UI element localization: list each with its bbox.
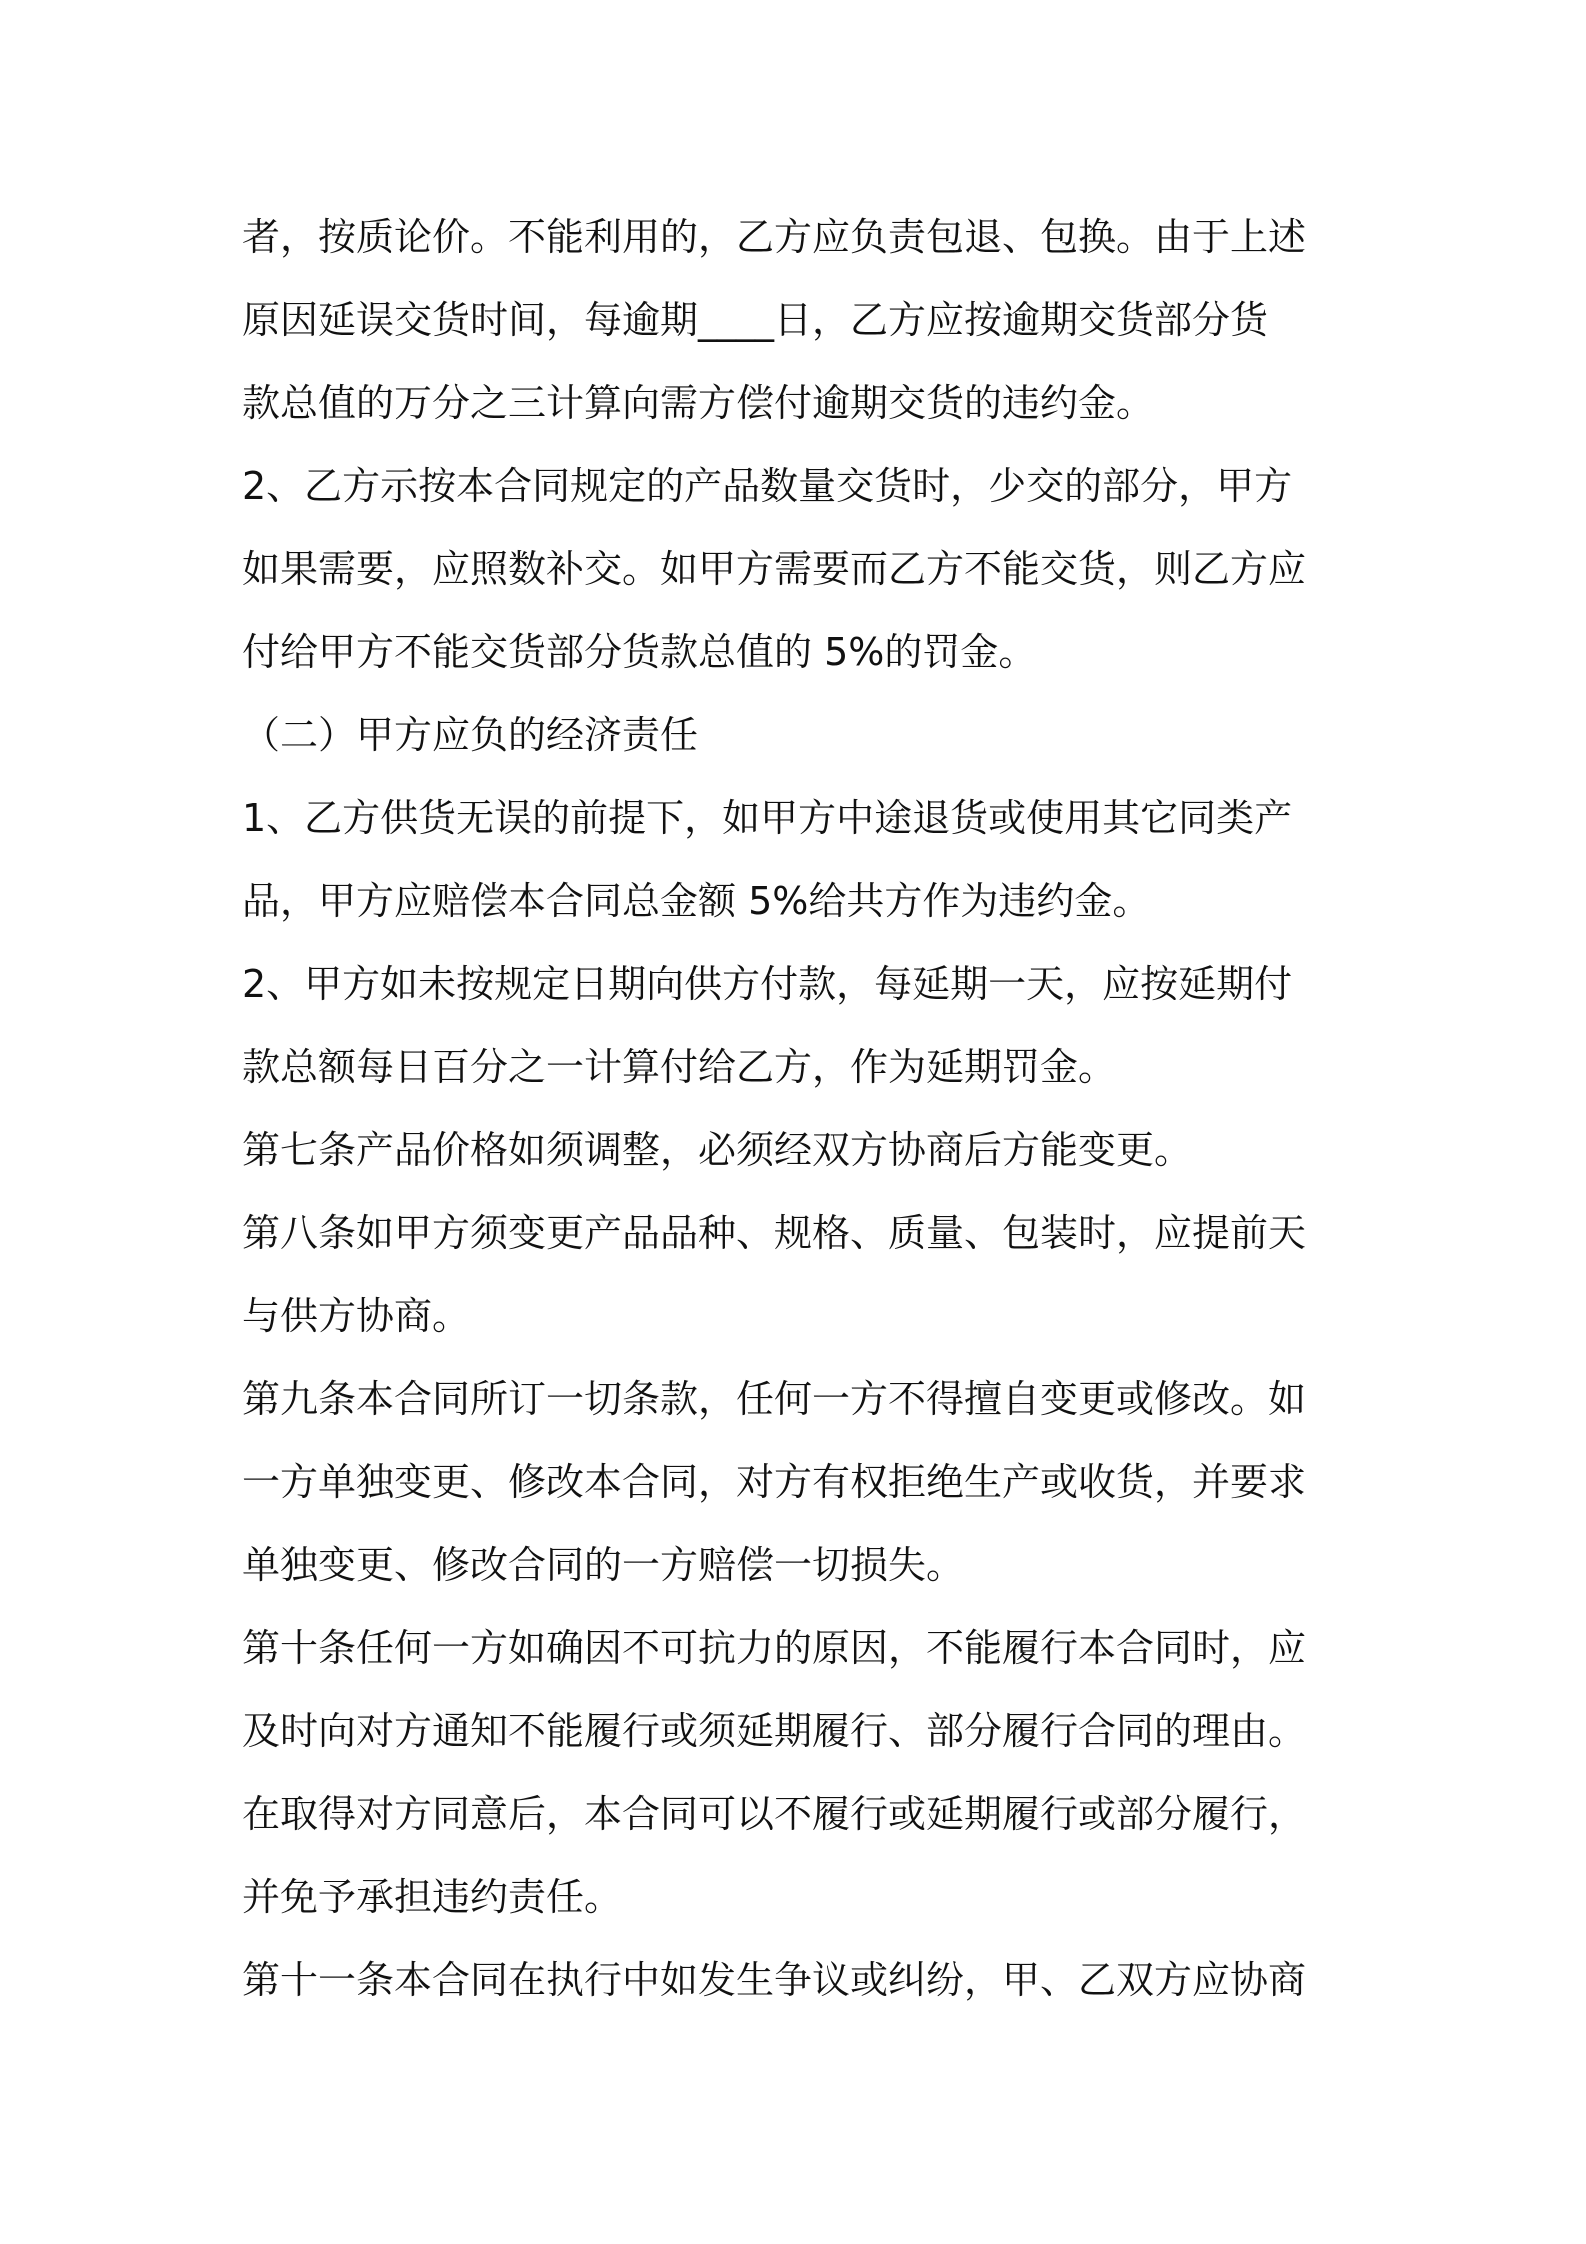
- article-9: 第九条本合同所订一切条款，任何一方不得擅自变更或修改。如: [242, 1377, 1307, 1421]
- text-line: 款总额每日百分之一计算付给乙方，作为延期罚金。: [242, 1045, 1117, 1089]
- text-line: 款总值的万分之三计算向需方偿付逾期交货的违约金。: [242, 381, 1155, 425]
- text-line: 与供方协商。: [242, 1294, 471, 1338]
- text-line: 在取得对方同意后，本合同可以不履行或延期履行或部分履行，: [242, 1792, 1307, 1836]
- article-11: 第十一条本合同在执行中如发生争议或纠纷，甲、乙双方应协商: [242, 1958, 1307, 2002]
- text-line: 单独变更、修改合同的一方赔偿一切损失。: [242, 1543, 965, 1587]
- text-line: 如果需要，应照数补交。如甲方需要而乙方不能交货，则乙方应: [242, 547, 1307, 591]
- text-line: 者，按质论价。不能利用的，乙方应负责包退、包换。由于上述: [242, 215, 1307, 259]
- contract-text: [242, 196, 1362, 2022]
- text-line: 一方单独变更、修改本合同，对方有权拒绝生产或收货，并要求: [242, 1460, 1307, 1504]
- text-line: 1、乙方供货无误的前提下，如甲方中途退货或使用其它同类产: [242, 796, 1293, 840]
- text-line: 及时向对方通知不能履行或须延期履行、部分履行合同的理由。: [242, 1709, 1307, 1753]
- article-10: 第十条任何一方如确因不可抗力的原因，不能履行本合同时，应: [242, 1626, 1307, 1670]
- text-line: 品，甲方应赔偿本合同总金额 5%给共方作为违约金。: [242, 879, 1151, 923]
- text-line: 并免予承担违约责任。: [242, 1875, 623, 1919]
- text-line: 2、乙方示按本合同规定的产品数量交货时，少交的部分，甲方: [242, 464, 1293, 508]
- article-8: 第八条如甲方须变更产品品种、规格、质量、包装时，应提前天: [242, 1211, 1307, 1255]
- text-line: 付给甲方不能交货部分货款总值的 5%的罚金。: [242, 630, 1037, 674]
- section-heading: （二）甲方应负的经济责任: [242, 713, 699, 757]
- article-7: 第七条产品价格如须调整，必须经双方协商后方能变更。: [242, 1128, 1193, 1172]
- text-line: 原因延误交货时间，每逾期____日，乙方应按逾期交货部分货: [242, 298, 1269, 342]
- text-line: 2、甲方如未按规定日期向供方付款，每延期一天，应按延期付: [242, 962, 1293, 1006]
